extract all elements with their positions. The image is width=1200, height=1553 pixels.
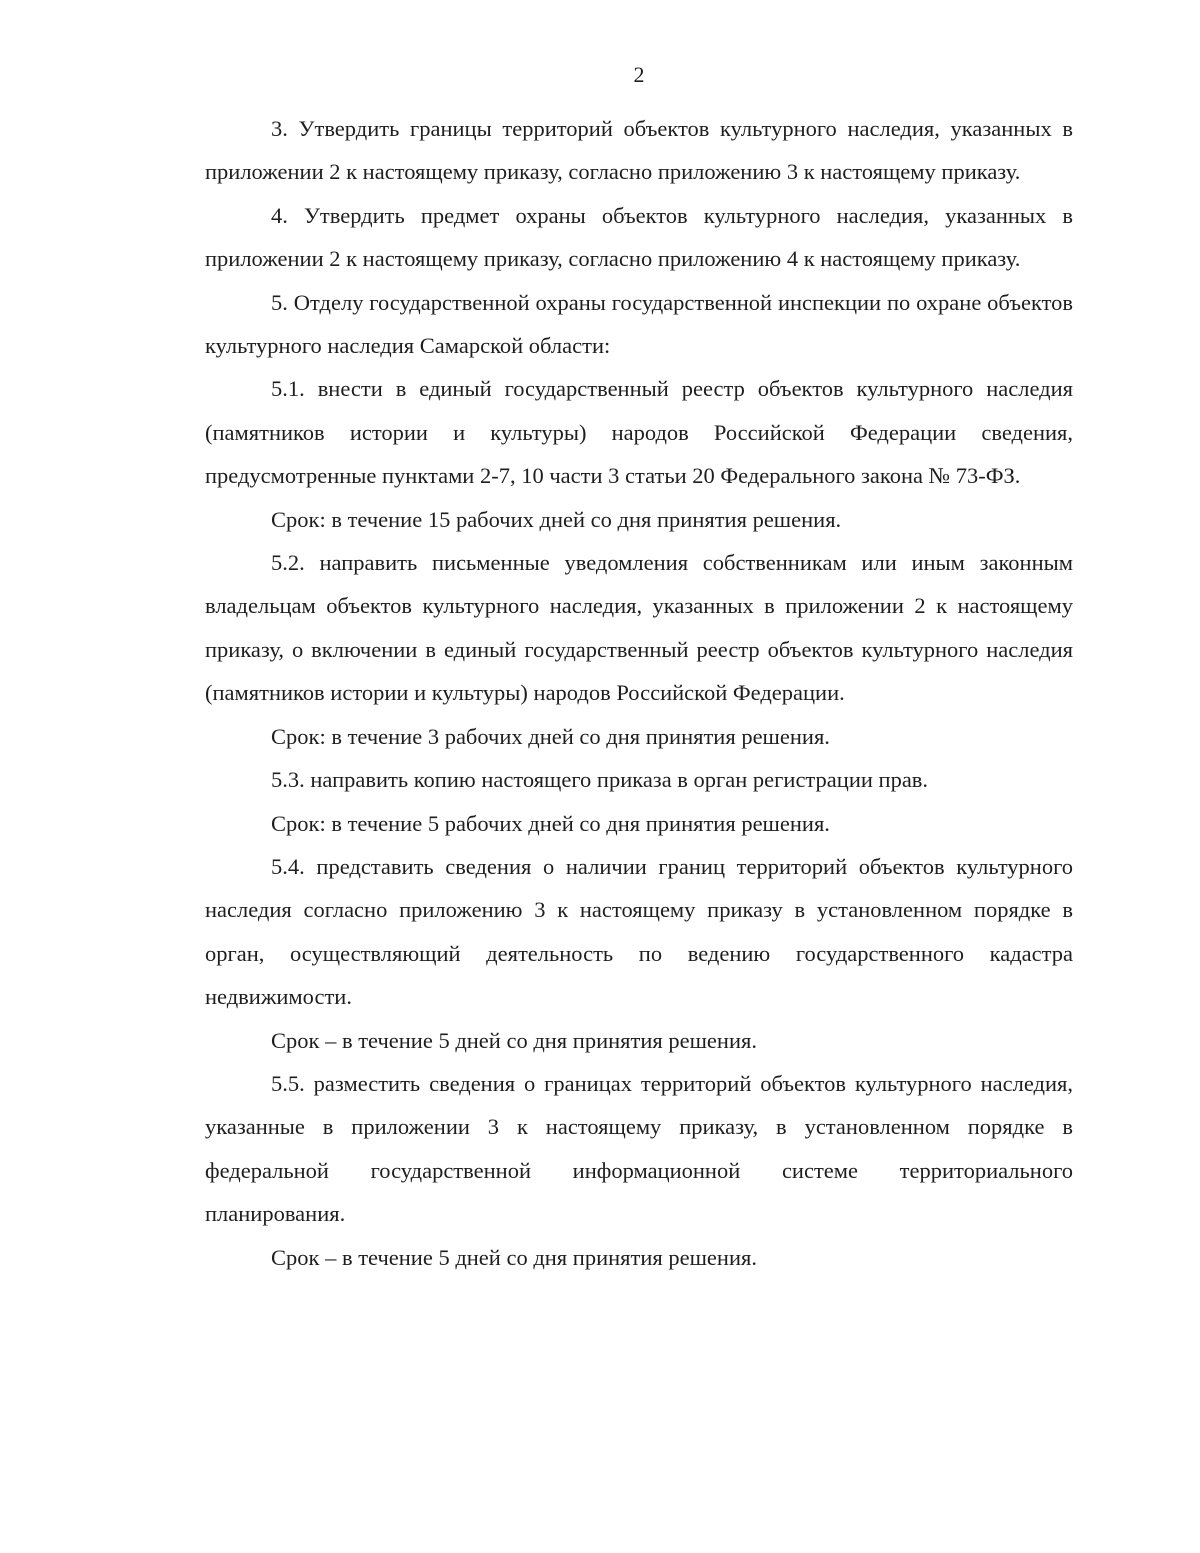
paragraph-5-5-planning-system: 5.5. разместить сведения о границах территорий объектов культурного наследия, указанные в приложении 3 к настоящему приказу, в установленном порядке в федеральной государственной информационной системе территориального планирования. <box>205 1070 1073 1227</box>
paragraph-5-3-copy: 5.3. направить копию настоящего приказа в орган регистрации прав. <box>271 767 929 793</box>
document-body <box>205 107 1073 1279</box>
deadline-5-1: Срок: в течение 15 рабочих дней со дня принятия решения. <box>271 506 842 532</box>
paragraph-5-2-notifications: 5.2. направить письменные уведомления собственникам или иным законным владельцам объектов культурного наследия, указанных в приложении 2 к настоящему приказу, о включении в единый государственный реестр объектов культурного наследия (памятников истории и культуры) народов Российской Федерации. <box>205 550 1073 706</box>
paragraph-5-4-cadastre: 5.4. представить сведения о наличии границ территорий объектов культурного наследия согласно приложению 3 к настоящему приказу в установленном порядке в орган, осуществляющий деятельность по ведению государственного кадастра недвижимости. <box>205 853 1073 1010</box>
deadline-5-3: Срок: в течение 5 рабочих дней со дня принятия решения. <box>271 810 830 836</box>
paragraph-4-protection-subject: 4. Утвердить предмет охраны объектов культурного наследия, указанных в приложении 2 к настоящему приказу, согласно приложению 4 к настоящему приказу. <box>205 202 1073 272</box>
page-number: 2 <box>633 62 645 87</box>
deadline-5-2: Срок: в течение 3 рабочих дней со дня принятия решения. <box>271 723 830 749</box>
paragraph-5-department: 5. Отделу государственной охраны государственной инспекции по охране объектов культурного наследия Самарской области: <box>205 289 1073 359</box>
deadline-5-5: Срок – в течение 5 дней со дня принятия решения. <box>271 1244 757 1270</box>
paragraph-5-1-registry: 5.1. внести в единый государственный реестр объектов культурного наследия (памятников истории и культуры) народов Российской Федерации сведения, предусмотренные пунктами 2-7, 10 части 3 статьи 20 Федерального закона № 73-ФЗ. <box>205 376 1073 489</box>
paragraph-3-boundaries: 3. Утвердить границы территорий объектов культурного наследия, указанных в приложении 2 к настоящему приказу, согласно приложению 3 к настоящему приказу. <box>205 116 1073 185</box>
deadline-5-4: Срок – в течение 5 дней со дня принятия решения. <box>271 1027 757 1053</box>
